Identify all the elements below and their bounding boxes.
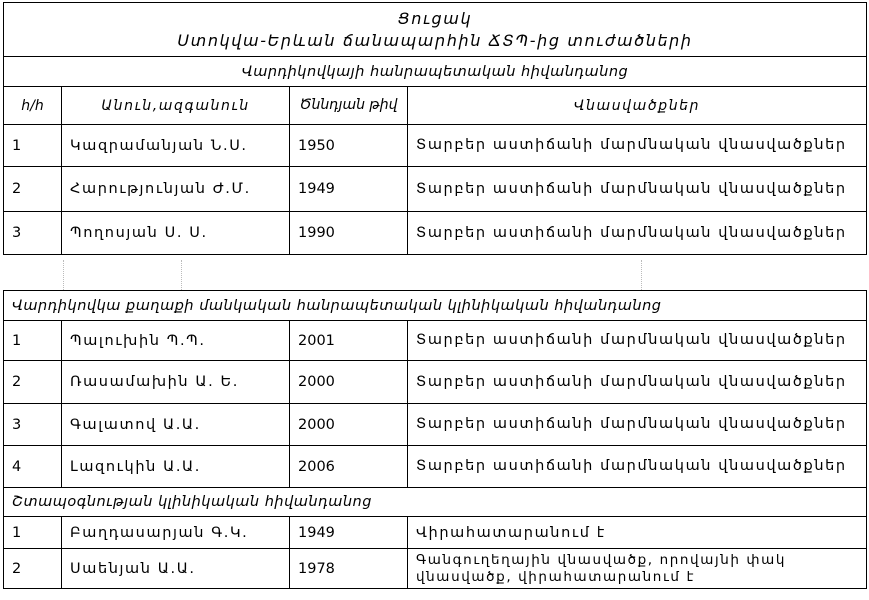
row-injury: Տարբեր աստիճանի մարմնական վնասվածքներ: [408, 361, 867, 404]
row-year: 2000: [290, 404, 408, 446]
table-row: [4, 167, 867, 212]
table-row: [4, 549, 867, 589]
row-num: 2: [4, 167, 62, 212]
row-year: 1950: [290, 125, 408, 167]
row-injury: Տարբեր աստիճանի մարմնական վնասվածքներ: [408, 446, 867, 488]
row-injury: Գանգուղեղային վնասվածք, որովայնի փակ վնասվածք, վիրահատարանում է: [408, 549, 867, 589]
row-name: Սաենյան Ա.Ա.: [62, 549, 290, 589]
table-section-2: [3, 290, 867, 589]
row-num: 2: [4, 361, 62, 404]
row-num: 2: [4, 549, 62, 589]
table-row: [4, 125, 867, 167]
row-year: 2006: [290, 446, 408, 488]
row-name: Պողոսյան Ս. Ս.: [62, 212, 290, 255]
title-line-2: Ստոկվա-Երևան ճանապարհին ՃՏՊ-ից տուժածների: [177, 31, 693, 50]
section-1-heading: Վարդիկովկայի հանրապետական հիվանդանոց: [4, 57, 867, 87]
table-row: [4, 361, 867, 404]
row-year: 1978: [290, 549, 408, 589]
table-row: [4, 321, 867, 361]
table-section-1: [3, 56, 867, 255]
title-line-1: Ցուցակ: [397, 9, 473, 28]
col-name-header: Անուն,ազգանուն: [62, 87, 290, 125]
row-injury: Տարբեր աստիճանի մարմնական վնասվածքներ: [408, 167, 867, 212]
row-num: 4: [4, 446, 62, 488]
section-3-heading: Շտապօգնության կլինիկական հիվանդանոց: [4, 488, 867, 517]
table-row: [4, 212, 867, 255]
row-name: Գալատով Ա.Ա.: [62, 404, 290, 446]
row-name: Ռասամախին Ա. Ե.: [62, 361, 290, 404]
row-year: 1990: [290, 212, 408, 255]
row-name: Հարությունյան Ժ.Մ.: [62, 167, 290, 212]
row-num: 3: [4, 404, 62, 446]
table-row: [4, 517, 867, 549]
row-num: 3: [4, 212, 62, 255]
row-injury: Վիրահատարանում է: [408, 517, 867, 549]
row-name: Կազրամանյան Ն.Ս.: [62, 125, 290, 167]
row-name: Լազուկին Ա.Ա.: [62, 446, 290, 488]
table-row: [4, 404, 867, 446]
col-year-header: Ծննդյան թիվ: [290, 87, 408, 125]
table-gap: [3, 260, 867, 290]
row-num: 1: [4, 321, 62, 361]
section-2-heading: Վարդիկովկա քաղաքի մանկական հանրապետական կլինիկական հիվանդանոց: [4, 291, 867, 321]
document-title: [3, 2, 867, 57]
row-year: 1949: [290, 167, 408, 212]
row-year: 1949: [290, 517, 408, 549]
row-injury: Տարբեր աստիճանի մարմնական վնասվածքներ: [408, 404, 867, 446]
row-year: 2000: [290, 361, 408, 404]
row-injury: Տարբեր աստիճանի մարմնական վնասվածքներ: [408, 212, 867, 255]
row-name: Պալուխին Պ.Պ.: [62, 321, 290, 361]
row-num: 1: [4, 125, 62, 167]
col-num-header: հ/հ: [4, 87, 62, 125]
row-num: 1: [4, 517, 62, 549]
col-injury-header: Վնասվածքներ: [408, 87, 867, 125]
row-injury: Տարբեր աստիճանի մարմնական վնասվածքներ: [408, 125, 867, 167]
row-year: 2001: [290, 321, 408, 361]
row-injury: Տարբեր աստիճանի մարմնական վնասվածքներ: [408, 321, 867, 361]
table-row: [4, 446, 867, 488]
row-name: Բաղդասարյան Գ.Կ.: [62, 517, 290, 549]
